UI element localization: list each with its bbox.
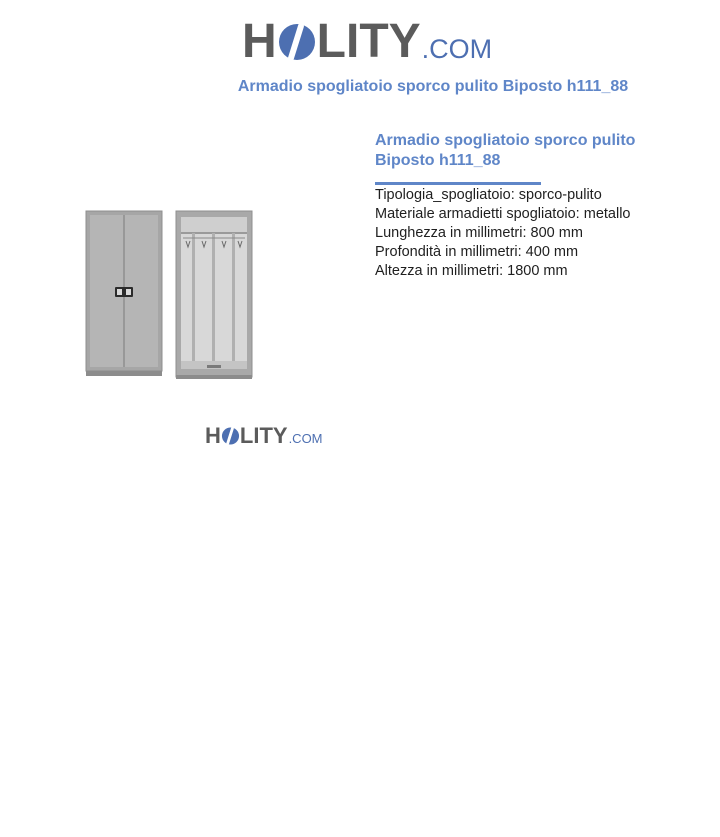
logo-letter-h: H	[242, 15, 277, 68]
spec-item: Altezza in millimetri: 1800 mm	[375, 263, 568, 279]
product-image	[82, 205, 262, 385]
product-title: Armadio spogliatoio sporco pulito Biposto h111_88	[375, 132, 636, 169]
logo-wordmark	[242, 15, 421, 68]
page-title: Armadio spogliatoio sporco pulito Biposto h111_88	[237, 78, 629, 95]
product-details	[375, 131, 675, 281]
title-divider	[375, 182, 541, 185]
spec-item: Materiale armadietti spogliatoio: metallo	[375, 206, 631, 222]
logo-small-wordmark	[205, 425, 288, 447]
logo-small-o-icon	[221, 425, 240, 447]
open-locker	[176, 211, 252, 379]
holity-logo[interactable]	[242, 10, 492, 66]
logo-suffix: .COM	[421, 34, 493, 64]
spec-item: Profondità in millimetri: 400 mm	[375, 244, 579, 260]
logo-letters-lity: LITY	[316, 15, 421, 68]
logo-small-suffix: .COM	[288, 431, 323, 446]
spec-item: Tipologia_spogliatoio: sporco-pulito	[375, 187, 602, 203]
logo-small-letters-lity: LITY	[239, 423, 288, 448]
holity-logo-small	[205, 425, 323, 447]
spec-item: Lunghezza in millimetri: 800 mm	[375, 225, 583, 241]
closed-locker	[86, 211, 162, 376]
logo-o-icon	[277, 20, 317, 64]
logo-small-letter-h: H	[205, 423, 221, 448]
